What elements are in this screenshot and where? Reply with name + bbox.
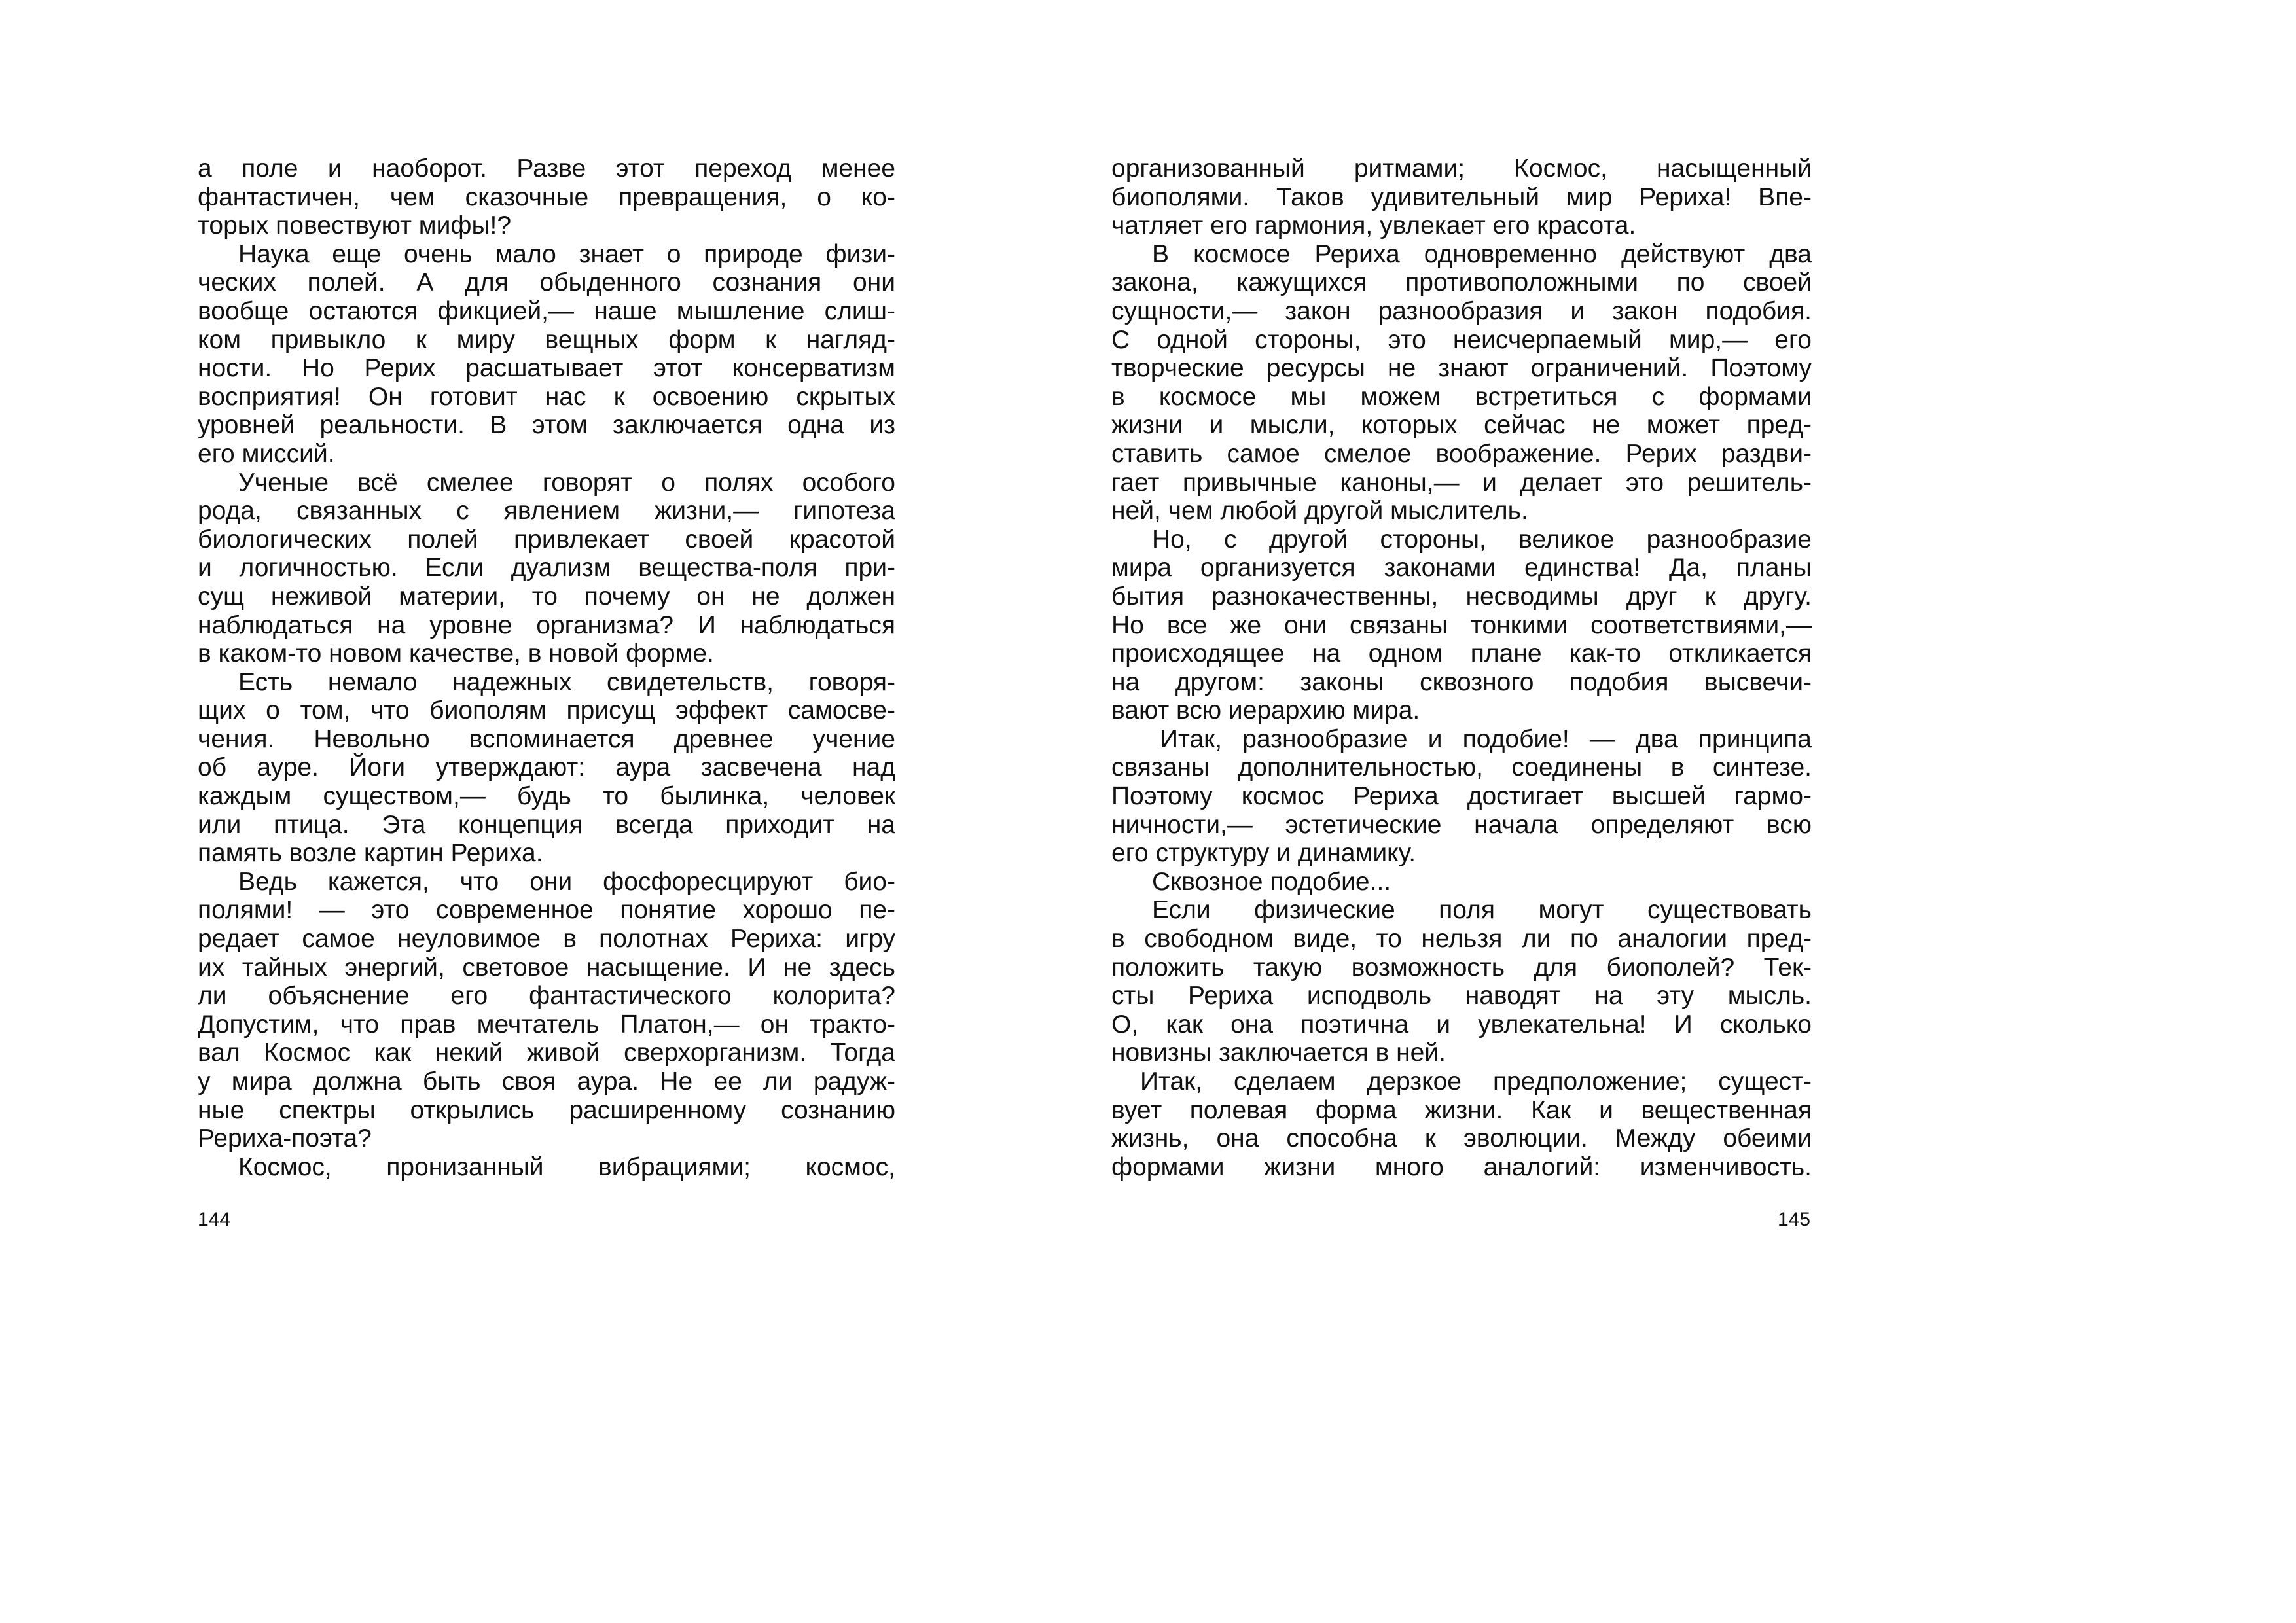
text-line: на другом: законы сквозного подобия высвечи- (1111, 668, 1812, 696)
text-line: вообще остаются фикцией,— наше мышление слиш- (198, 296, 895, 325)
text-line: ли объяснение его фантастического колорита? (198, 982, 895, 1010)
text-line: новизны заключается в ней. (1111, 1039, 1446, 1067)
text-line: биополями. Таков удивительный мир Рериха! Впе- (1111, 183, 1812, 211)
text-line: закона, кажущихся противоположными по своей (1111, 268, 1812, 297)
text-line: вают всю иерархию мира. (1111, 696, 1420, 725)
text-line: Но, с другой стороны, великое разнообразие (1152, 525, 1812, 554)
text-line: в каком-то новом качестве, в новой форме. (198, 639, 714, 668)
text-line: вал Космос как некий живой сверхорганизм. Тогда (198, 1039, 895, 1067)
text-line: Наука еще очень мало знает о природе физи- (238, 240, 895, 268)
text-line: уровней реальности. В этом заключается одна из (198, 411, 895, 440)
text-line: бытия разнокачественны, несводимы друг к другу. (1111, 582, 1812, 611)
text-line: жизни и мысли, которых сейчас не может пред- (1111, 411, 1812, 440)
text-line: творческие ресурсы не знают ограничений. Поэтому (1111, 354, 1812, 383)
text-line: положить такую возможность для биополей? Тек- (1111, 953, 1812, 982)
text-line: их тайных энергий, световое насыщение. И не здесь (198, 953, 895, 982)
text-line: жизнь, она способна к эволюции. Между обеими (1111, 1124, 1812, 1153)
text-line: сущности,— закон разнообразия и закон подобия. (1111, 296, 1812, 325)
text-line: Сквозное подобие... (1152, 867, 1391, 896)
text-line: сты Рериха исподволь наводят на эту мысль. (1111, 982, 1812, 1010)
text-line: связаны дополнительностью, соединены в синтезе. (1111, 753, 1812, 782)
text-line: полями! — это современное понятие хорошо пе- (198, 896, 895, 925)
text-line: Ученые всё смелее говорят о полях особого (238, 468, 895, 497)
text-line: В космосе Рериха одновременно действуют два (1152, 240, 1812, 268)
text-line: ком привыкло к миру вещных форм к нагляд- (198, 325, 895, 354)
text-line: торых повествуют мифы!? (198, 211, 512, 240)
text-line: в космосе мы можем встретиться с формами (1111, 382, 1812, 411)
text-line: формами жизни много аналогий: изменчивость. (1111, 1152, 1812, 1181)
text-line: фантастичен, чем сказочные превращения, о ко- (198, 183, 895, 211)
right-page (1111, 154, 1812, 1181)
text-line: редает самое неуловимое в полотнах Рериха: игру (198, 925, 895, 954)
text-line: восприятия! Он готовит нас к освоению скрытых (198, 382, 895, 411)
left-page-number: 144 (198, 1209, 231, 1230)
right-page-number: 145 (1778, 1209, 1811, 1230)
text-line: Есть немало надежных свидетельств, говоря- (238, 668, 895, 696)
text-line: Космос, пронизанный вибрациями; космос, (238, 1152, 895, 1181)
text-line: вует полевая форма жизни. Как и вещественная (1111, 1096, 1812, 1124)
left-page-text (198, 154, 895, 1181)
text-line: сущ неживой материи, то почему он не должен (198, 582, 895, 611)
text-line: рода, связанных с явлением жизни,— гипотеза (198, 497, 895, 526)
text-line: Рериха-поэта? (198, 1124, 372, 1153)
left-page (198, 154, 895, 1181)
text-line: Итак, сделаем дерзкое предположение; сущест- (1140, 1067, 1812, 1096)
text-line: об ауре. Йоги утверждают: аура засвечена над (198, 753, 895, 782)
text-line: ности. Но Рерих расшатывает этот консерватизм (198, 354, 895, 383)
text-line: ставить самое смелое воображение. Рерих раздви- (1111, 439, 1812, 468)
text-line: Если физические поля могут существовать (1152, 896, 1812, 925)
text-line: память возле картин Рериха. (198, 839, 543, 868)
text-line: Но все же они связаны тонкими соответствиями,— (1111, 611, 1812, 639)
text-line: каждым существом,— будь то былинка, человек (198, 782, 895, 811)
text-line: наблюдаться на уровне организма? И наблюдаться (198, 611, 895, 639)
text-line: и логичностью. Если дуализм вещества-поля при- (198, 554, 895, 582)
text-line: Итак, разнообразие и подобие! — два принципа (1160, 724, 1812, 753)
text-line: С одной стороны, это неисчерпаемый мир,— его (1111, 325, 1812, 354)
text-line: Ведь кажется, что они фосфоресцируют био- (238, 867, 895, 896)
text-line: ные спектры открылись расширенному сознанию (198, 1096, 895, 1124)
text-line: организованный ритмами; Космос, насыщенный (1111, 154, 1812, 183)
text-line: О, как она поэтична и увлекательна! И сколько (1111, 1010, 1812, 1039)
text-line: чатляет его гармония, увлекает его красота. (1111, 211, 1636, 240)
text-line: ничности,— эстетические начала определяют всю (1111, 810, 1812, 839)
text-line: ческих полей. А для обыденного сознания они (198, 268, 895, 297)
text-line: биологических полей привлекает своей красотой (198, 525, 895, 554)
text-line: гает привычные каноны,— и делает это решитель- (1111, 468, 1812, 497)
text-line: его структуру и динамику. (1111, 839, 1416, 868)
text-line: или птица. Эта концепция всегда приходит на (198, 810, 895, 839)
text-line: в свободном виде, то нельзя ли по аналогии пред- (1111, 925, 1812, 954)
text-line: Допустим, что прав мечтатель Платон,— он тракто- (198, 1010, 895, 1039)
text-line: Поэтому космос Рериха достигает высшей гармо- (1111, 782, 1812, 811)
text-line: ней, чем любой другой мыслитель. (1111, 497, 1528, 526)
text-line: происходящее на одном плане как-то откликается (1111, 639, 1812, 668)
text-line: щих о том, что биополям присущ эффект самосве- (198, 696, 895, 725)
text-line: а поле и наоборот. Разве этот переход менее (198, 154, 895, 183)
text-line: у мира должна быть своя аура. Не ее ли радуж- (198, 1067, 895, 1096)
right-page-text (1111, 154, 1812, 1181)
text-line: мира организуется законами единства! Да, планы (1111, 554, 1812, 582)
text-line: чения. Невольно вспоминается древнее учение (198, 724, 895, 753)
text-line: его миссий. (198, 439, 335, 468)
